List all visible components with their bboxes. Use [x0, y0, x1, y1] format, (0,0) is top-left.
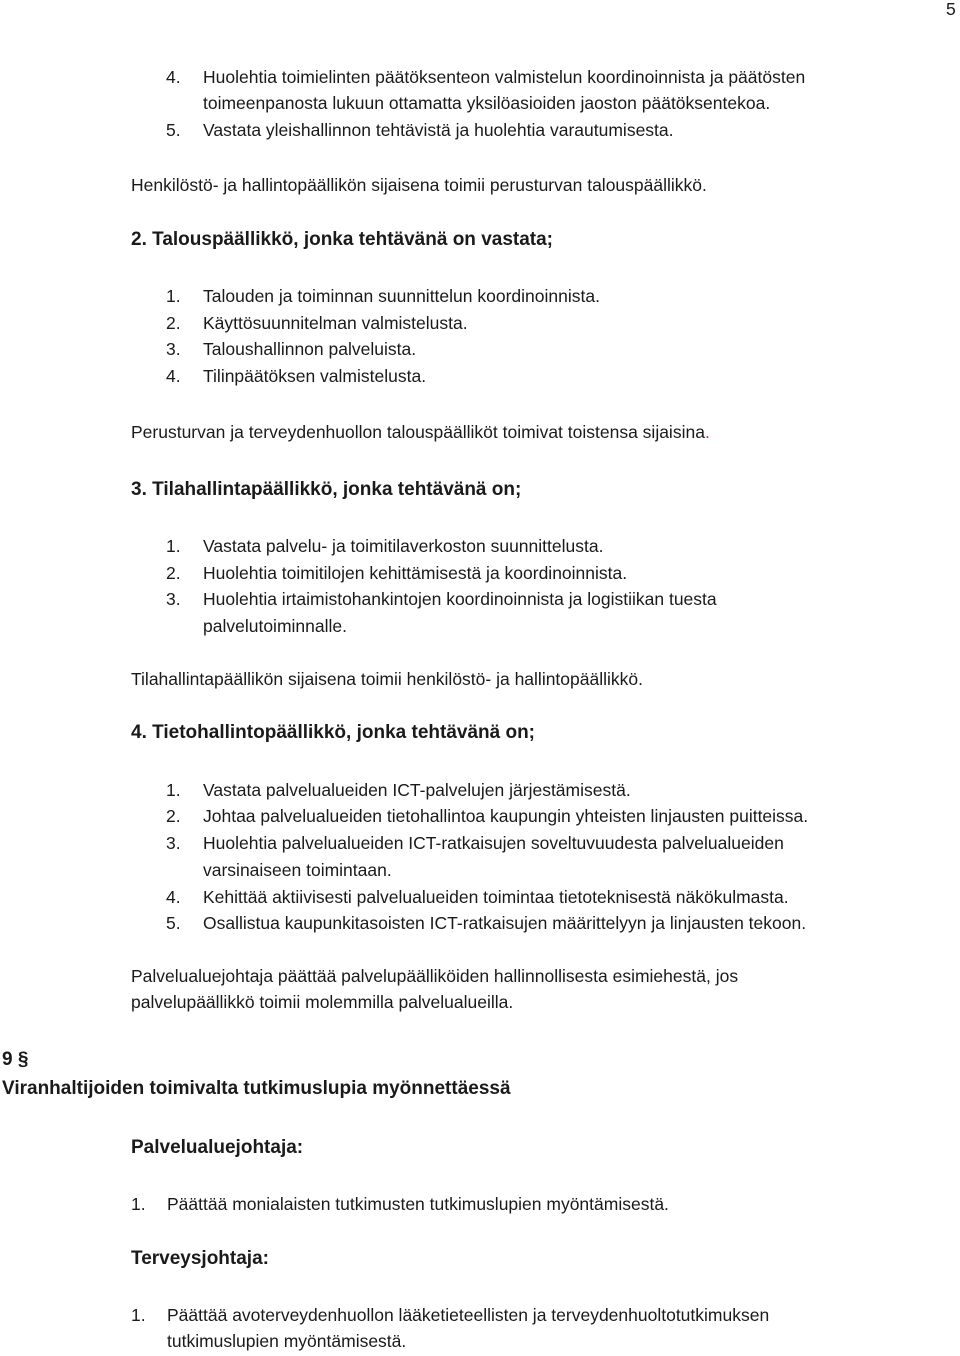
list-item-text: Päättää avoterveydenhuollon lääketieteellisten ja terveydenhuoltotutkimuksen — [167, 1305, 770, 1325]
list-item-text: Vastata palvelualueiden ICT-palvelujen järjestämisestä. — [203, 780, 631, 800]
list-item-number: 2. — [166, 313, 181, 333]
list-item-number: 3. — [166, 833, 181, 853]
list-item-text: Taloushallinnon palveluista. — [203, 339, 417, 359]
section-note: Palvelualuejohtaja päättää palvelupäälliköiden hallinnollisesta esimiehestä, jos — [131, 966, 739, 986]
list-item-text: Talouden ja toiminnan suunnittelun koordinoinnista. — [203, 286, 600, 306]
paragraph-title: Viranhaltijoiden toimivalta tutkimuslupia myönnettäessä — [2, 1078, 511, 1099]
section-note: palvelupäällikkö toimii molemmilla palvelualueilla. — [131, 992, 514, 1012]
list-item-number: 1. — [166, 780, 181, 800]
list-item-text: Päättää monialaisten tutkimusten tutkimuslupien myöntämisestä. — [167, 1194, 669, 1214]
section-note — [131, 423, 710, 442]
list-item-text: toimeenpanosta lukuun ottamatta yksilöasioiden jaoston päätöksentekoa. — [203, 93, 771, 113]
list-item-number: 4. — [166, 67, 181, 87]
substitute-note: Henkilöstö- ja hallintopäällikön sijaisena toimii perusturvan talouspäällikkö. — [131, 175, 707, 195]
section-note: Tilahallintapäällikön sijaisena toimii henkilöstö- ja hallintopäällikkö. — [131, 669, 643, 689]
list-item-text: Vastata palvelu- ja toimitilaverkoston suunnittelusta. — [203, 536, 604, 556]
page-number: 5 — [946, 0, 956, 19]
list-item-number: 5. — [166, 913, 181, 933]
list-item-number: 4. — [166, 887, 181, 907]
list-item-text: Huolehtia irtaimistohankintojen koordinoinnista ja logistiikan tuesta — [203, 589, 717, 609]
list-item-text: Kehittää aktiivisesti palvelualueiden toimintaa tietoteknisestä näkökulmasta. — [203, 887, 789, 907]
list-item-number: 5. — [166, 120, 181, 140]
section-note-text: Perusturvan ja terveydenhuollon talouspäälliköt toimivat toistensa sijaisina — [131, 422, 705, 442]
list-item-text: Huolehtia toimitilojen kehittämisestä ja koordinoinnista. — [203, 563, 628, 583]
role-heading: Palvelualuejohtaja: — [131, 1137, 304, 1158]
section-heading: 2. Talouspäällikkö, jonka tehtävänä on vastata; — [131, 229, 554, 250]
list-item-text: palvelutoiminnalle. — [203, 616, 347, 636]
list-item-number: 2. — [166, 806, 181, 826]
list-item-number: 1. — [166, 536, 181, 556]
list-item-number: 3. — [166, 589, 181, 609]
list-item-number: 1. — [131, 1194, 146, 1214]
list-item-number: 1. — [131, 1305, 146, 1325]
section-note-period: . — [704, 422, 710, 442]
list-item-number: 1. — [166, 286, 181, 306]
list-item-text: Johtaa palvelualueiden tietohallintoa kaupungin yhteisten linjausten puitteissa. — [203, 806, 809, 826]
list-item-number: 3. — [166, 339, 181, 359]
list-item-text: Huolehtia palvelualueiden ICT-ratkaisujen soveltuvuudesta palvelualueiden — [203, 833, 784, 853]
list-item-number: 2. — [166, 563, 181, 583]
section-heading: 4. Tietohallintopäällikkö, jonka tehtävänä on; — [131, 722, 536, 743]
list-item-text: Osallistua kaupunkitasoisten ICT-ratkaisujen määrittelyyn ja linjausten tekoon. — [203, 913, 807, 933]
list-item-text: Tilinpäätöksen valmistelusta. — [203, 366, 427, 386]
list-item-text: Käyttösuunnitelman valmistelusta. — [203, 313, 468, 333]
list-item-number: 4. — [166, 366, 181, 386]
list-item-text: varsinaiseen toimintaan. — [203, 860, 392, 880]
paragraph-number: 9 § — [2, 1049, 29, 1070]
list-item-text: Huolehtia toimielinten päätöksenteon valmistelun koordinoinnista ja päätösten — [203, 67, 806, 87]
section-heading: 3. Tilahallintapäällikkö, jonka tehtävänä on; — [131, 479, 522, 500]
list-item-text: Vastata yleishallinnon tehtävistä ja huolehtia varautumisesta. — [203, 120, 674, 140]
list-item-text: tutkimuslupien myöntämisestä. — [167, 1331, 407, 1351]
role-heading: Terveysjohtaja: — [131, 1248, 269, 1269]
